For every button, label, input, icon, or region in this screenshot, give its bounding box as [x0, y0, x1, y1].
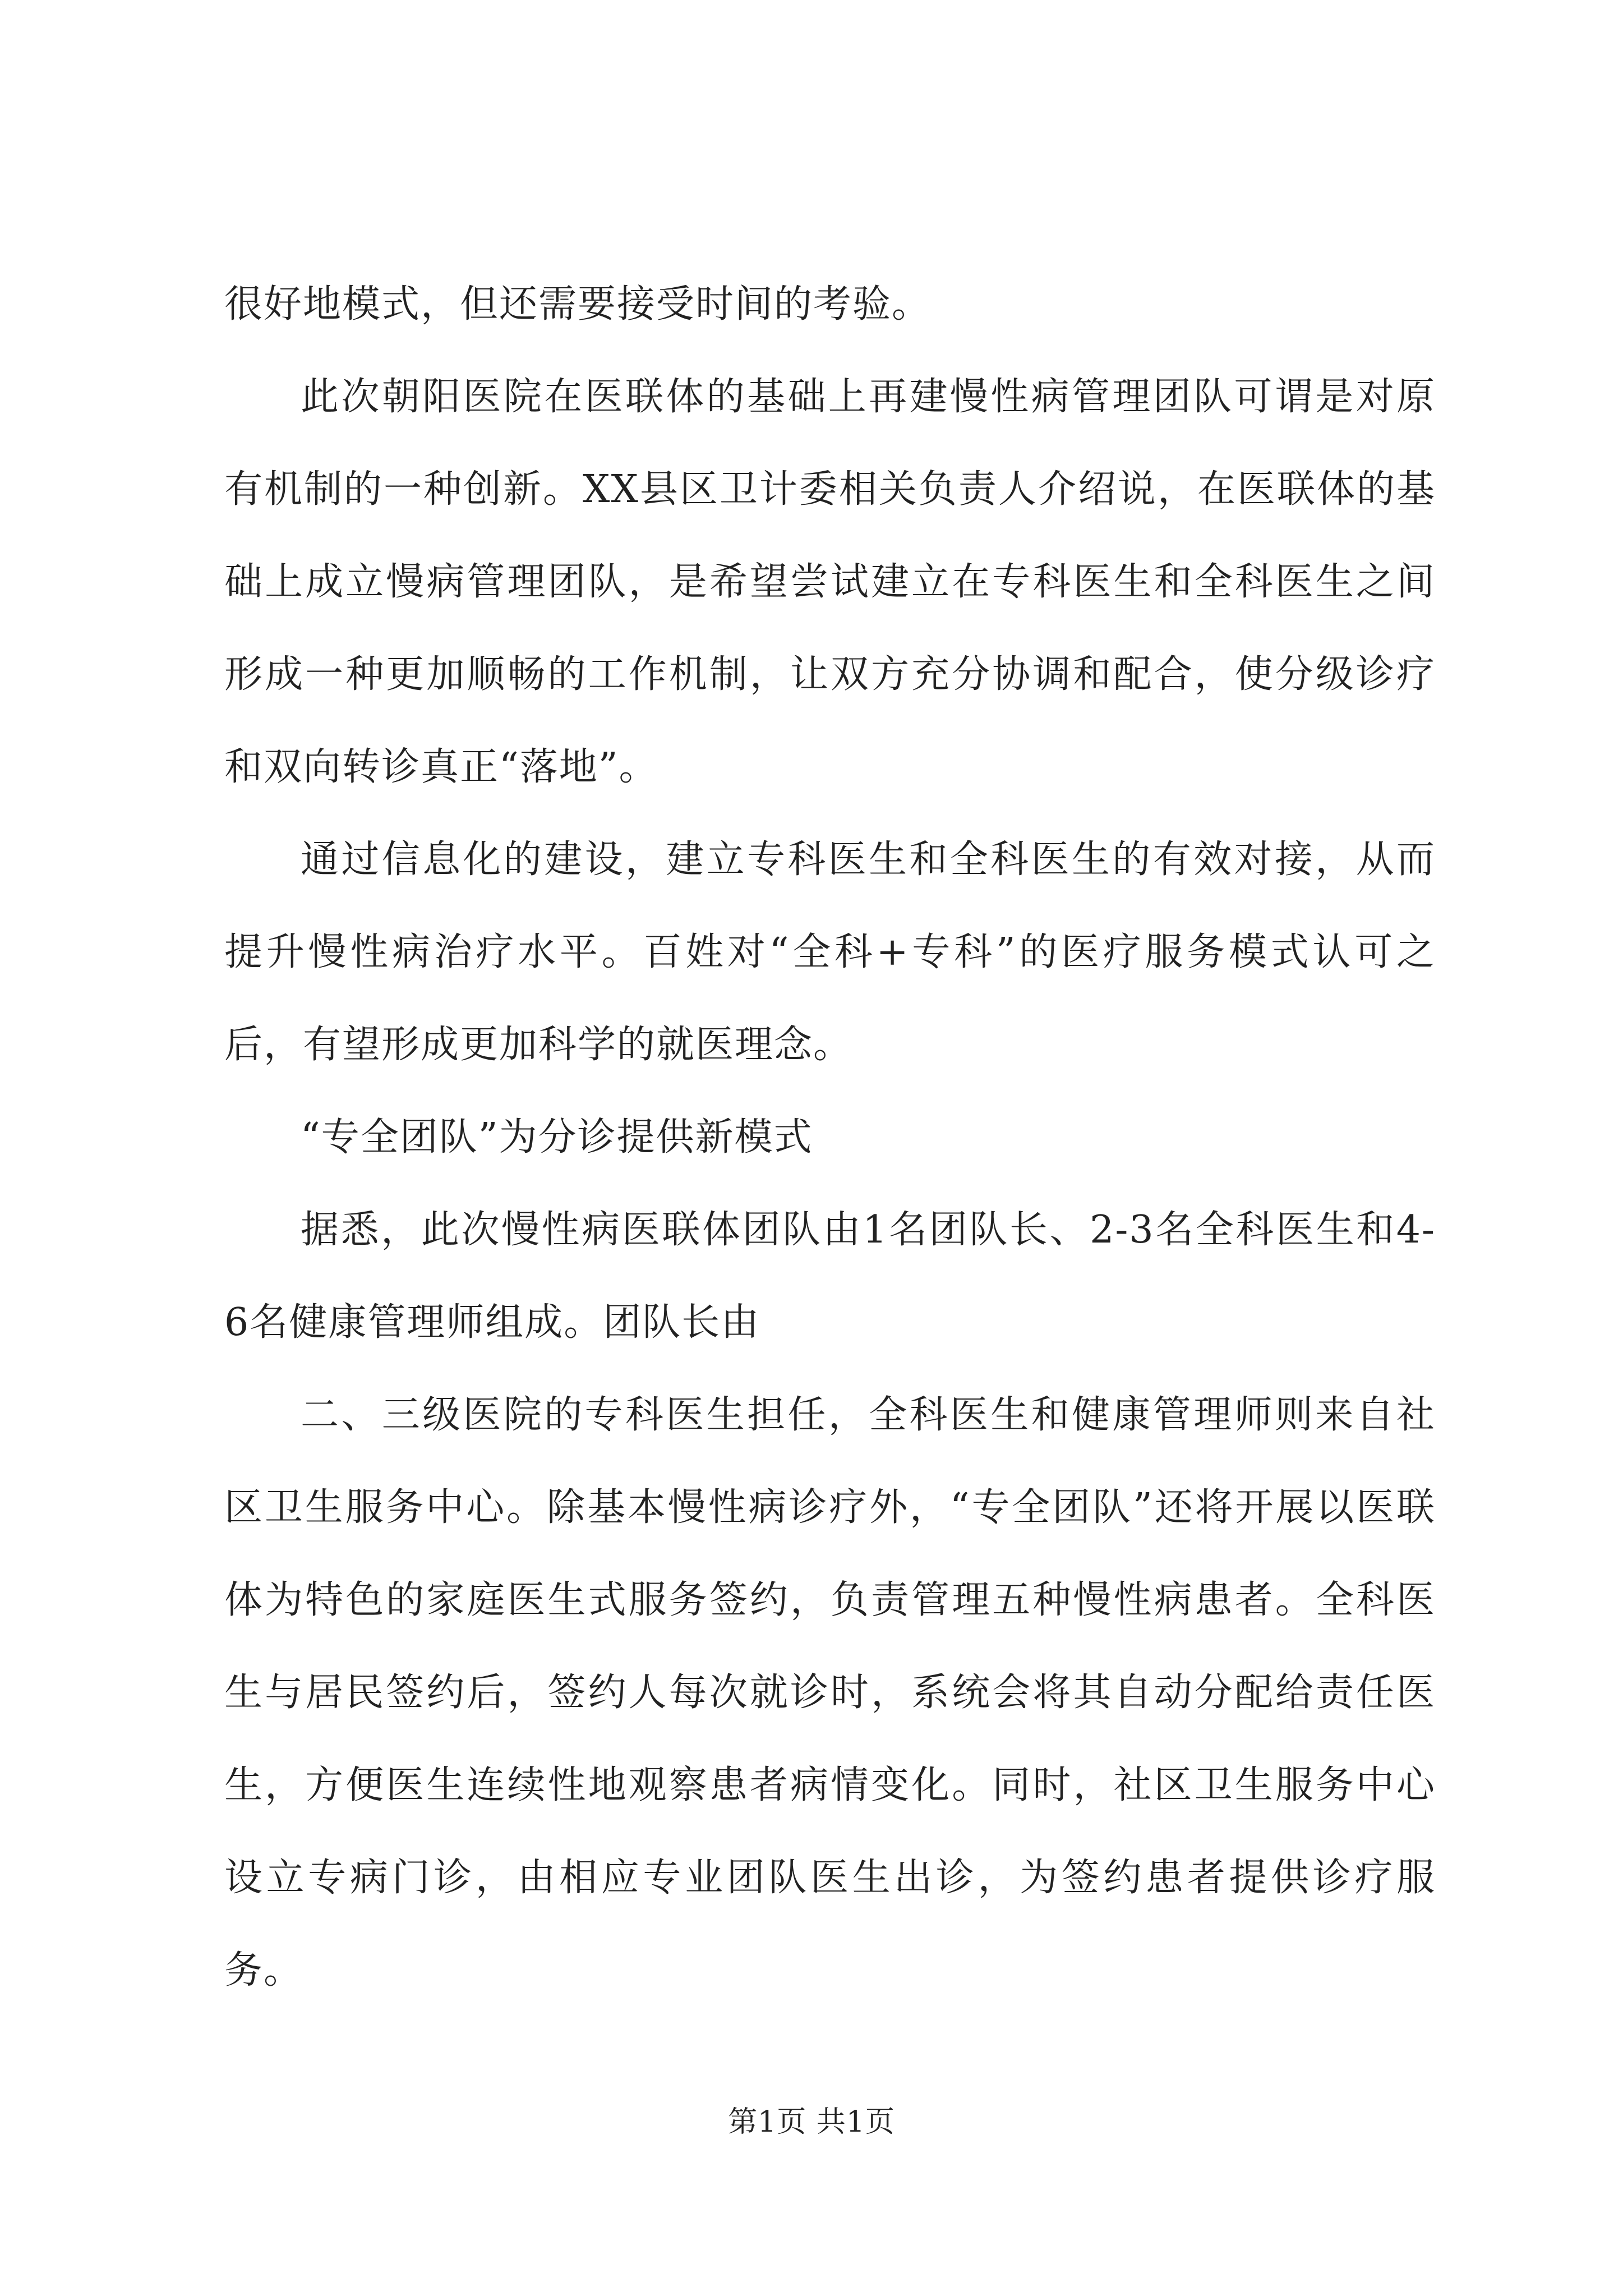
paragraph: 通过信息化的建设，建立专科医生和全科医生的有效对接，从而提升慢性病治疗水平。百姓对“全科+专科”的医疗服务模式认可之后，有望形成更加科学的就医理念。	[224, 838, 1436, 1067]
document-body	[224, 258, 1436, 2017]
section-heading: “专全团队”为分诊提供新模式	[301, 1115, 813, 1159]
paragraph: 二、三级医院的专科医生担任，全科医生和健康管理师则来自社区卫生服务中心。除基本慢性病诊疗外，“专全团队”还将开展以医联体为特色的家庭医生式服务签约，负责管理五种慢性病患者。全科医生与居民签约后，签约人每次就诊时，系统会将其自动分配给责任医生，方便医生连续性地观察患者病情变化。同时，社区卫生服务中心设立专病门诊，由相应专业团队医生出诊，为签约患者提供诊疗服务。	[224, 1393, 1436, 1993]
paragraph: 此次朝阳医院在医联体的基础上再建慢性病管理团队可谓是对原有机制的一种创新。XX县区卫计委相关负责人介绍说，在医联体的基础上成立慢病管理团队，是希望尝试建立在专科医生和全科医生之间形成一种更加顺畅的工作机制，让双方充分协调和配合，使分级诊疗和双向转诊真正“落地”。	[224, 375, 1436, 789]
paragraph: 很好地模式，但还需要接受时间的考验。	[224, 282, 932, 326]
paragraph: 据悉，此次慢性病医联体团队由1名团队长、2-3名全科医生和4-6名健康管理师组成。团队长由	[224, 1208, 1436, 1345]
page-number-footer: 第1页 共1页	[728, 2105, 895, 2139]
